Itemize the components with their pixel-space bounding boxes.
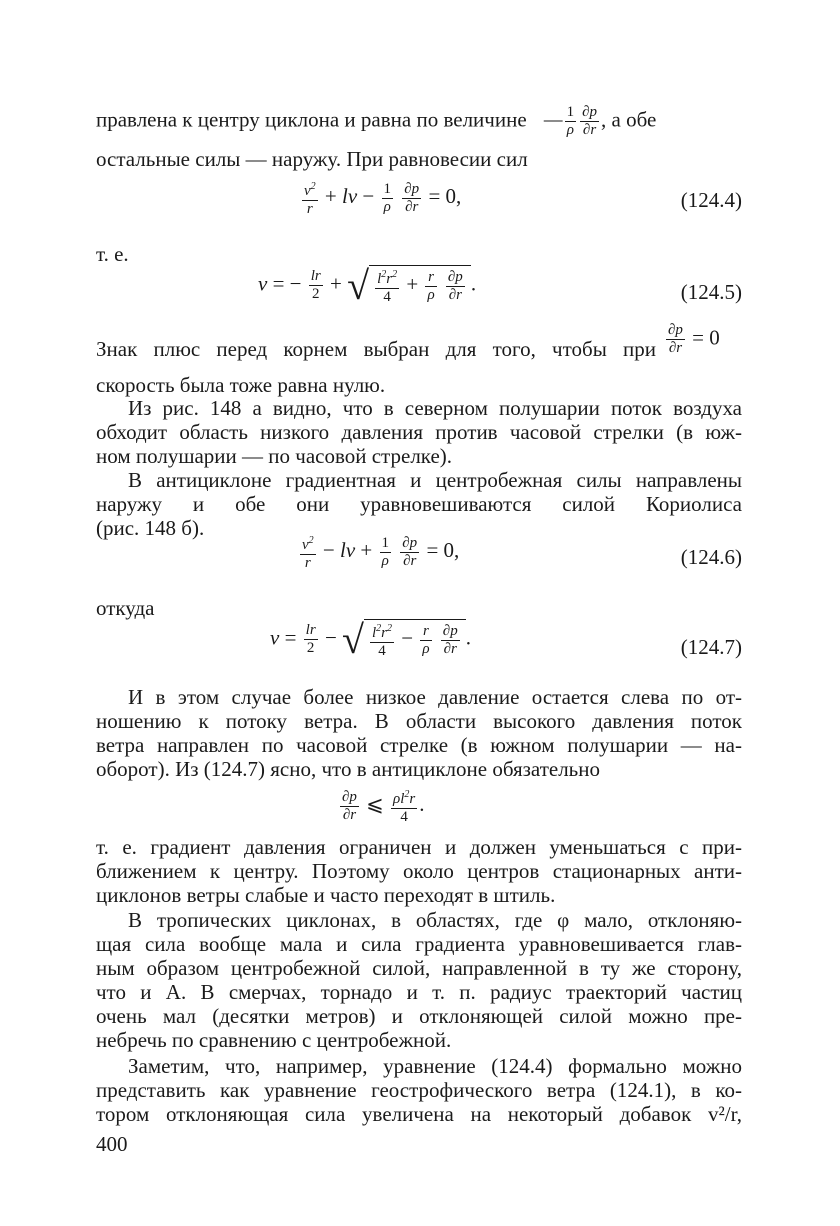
- text-line: представить как уравнение геострофического ветра (124.1), в ко-: [96, 1078, 742, 1102]
- text-line: правлена к центру циклона и равна по величине — $\frac{1}{\rho}$ $\frac{\partial p}{\partial r}$ , а обе: [96, 104, 657, 138]
- text-line: ном полушарии — по часовой стрелке).: [96, 444, 453, 468]
- fraction: $\frac{1}{\rho}$: [566, 104, 575, 138]
- text-line: обходит область низкого давления против часовой стрелки (в юж-: [96, 420, 742, 444]
- text-line: Заметим, что, например, уравнение (124.4) формально можно: [128, 1054, 742, 1078]
- text-line: Знак плюс перед корнем выбран для того, чтобы при: [96, 337, 656, 361]
- text-line: ношению к потоку ветра. В области высокого давления поток: [96, 709, 742, 733]
- text-line: скорость была тоже равна нулю.: [96, 373, 386, 397]
- text-line: очень мал (десятки метров) и отклоняющей силой можно пре-: [96, 1004, 742, 1028]
- text-line: что и А. В смерчах, торнадо и т. п. радиус траекторий частиц: [96, 980, 742, 1004]
- text-line: циклонов ветры слабые и часто переходят в штиль.: [96, 883, 556, 907]
- text-line: И в этом случае более низкое давление остается слева по от-: [128, 685, 742, 709]
- text-line: т. е.: [96, 242, 129, 266]
- equation-124-4: $\frac{v^2}{r}$ + lv − $\frac{1}{\rho}$ $\frac{\partial p}{\partial r}$ = 0,: [304, 180, 462, 217]
- text-line: откуда: [96, 596, 155, 620]
- text-line: небречь по сравнению с центробежной.: [96, 1028, 452, 1052]
- text-line: (рис. 148 б).: [96, 516, 205, 540]
- equation-124-7: v = $\frac{lr}{2}$ − √ $\frac{l^2r^2}{4}$ − $\frac{r}{\rho}$ $\frac{\partial p}{\partial r}$ .: [270, 617, 471, 662]
- equation-124-5: v = − $\frac{lr}{2}$ + √ $\frac{l^2r^2}{4}$ + $\frac{r}{\rho}$ $\frac{\partial p}{\partial r}$ .: [258, 263, 477, 308]
- text-line: оборот). Из (124.7) ясно, что в антициклоне обязательно: [96, 757, 600, 781]
- text-line: остальные силы — наружу. При равновесии сил: [96, 147, 528, 171]
- text-line: т. е. градиент давления ограничен и должен уменьшаться с при-: [96, 835, 742, 859]
- text-line: Из рис. 148 а видно, что в северном полушарии поток воздуха: [128, 396, 742, 420]
- text-line: ным образом центробежной силой, направленной в ту же сторону,: [96, 956, 742, 980]
- sqrt-symbol: √ $\frac{l^2r^2}{4}$ − $\frac{r}{\rho}$ $\frac{\partial p}{\partial r}$: [342, 616, 466, 663]
- equation-number: (124.4): [680, 188, 742, 212]
- text-line: наружу и обе они уравновешиваются силой Кориолиса: [96, 492, 742, 516]
- page-number: 400: [96, 1132, 128, 1156]
- text-line: В тропических циклонах, в областях, где φ мало, отклоняю-: [128, 908, 742, 932]
- sqrt-symbol: √ $\frac{l^2r^2}{4}$ + $\frac{r}{\rho}$ $\frac{\partial p}{\partial r}$: [347, 262, 471, 309]
- text-line: ветра направлен по часовой стрелке (в южном полушарии — на-: [96, 733, 742, 757]
- equation-number: (124.7): [680, 635, 742, 659]
- equation-124-6: $\frac{v^2}{r}$ − lv + $\frac{1}{\rho}$ $\frac{\partial p}{\partial r}$ = 0,: [302, 534, 460, 571]
- text-line: В антициклоне градиентная и центробежная силы направлены: [128, 468, 742, 492]
- text-line: тором отклоняющая сила увеличена на некоторый добавок v²/r,: [96, 1102, 742, 1126]
- equation-number: (124.5): [680, 280, 742, 304]
- equation-number: (124.6): [680, 545, 742, 569]
- text-line: щая сила вообще мала и сила градиента уравновешивается глав-: [96, 932, 742, 956]
- inequality: $\frac{\partial p}{\partial r}$ ⩽ $\frac{\rho l^2r}{4}$ .: [342, 788, 425, 825]
- condition-fraction: $\frac{\partial p}{\partial r}$ = 0: [668, 322, 720, 356]
- text-line: ближением к центру. Поэтому около центров стационарных анти-: [96, 859, 742, 883]
